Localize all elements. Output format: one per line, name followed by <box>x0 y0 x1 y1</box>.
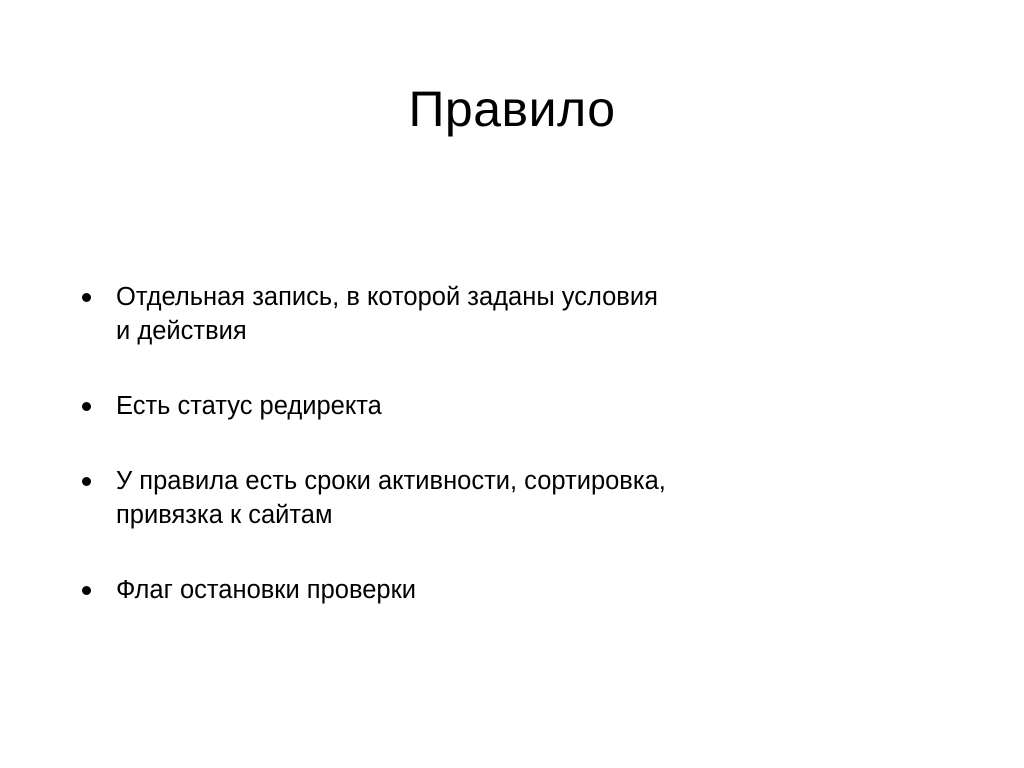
bullet-text <box>116 573 902 607</box>
bullet-line: Флаг остановки проверки <box>116 576 416 604</box>
bullet-dot <box>82 293 91 302</box>
bullet-line: привязка к сайтам <box>116 501 333 529</box>
bullet-item <box>82 280 902 348</box>
bullet-dot <box>82 402 91 411</box>
bullet-item <box>82 573 902 607</box>
bullet-line: Отдельная запись, в которой заданы условия <box>116 283 658 311</box>
bullet-item <box>82 464 902 532</box>
bullet-item <box>82 389 902 423</box>
bullet-line: Есть статус редиректа <box>116 392 382 420</box>
bullet-line: и действия <box>116 317 247 345</box>
bullet-text <box>116 280 902 348</box>
bullet-dot <box>82 586 91 595</box>
bullet-line: У правила есть сроки активности, сортировка, <box>116 467 666 495</box>
bullet-text <box>116 389 902 423</box>
bullet-dot <box>82 477 91 486</box>
bullet-list <box>82 280 902 607</box>
bullet-text <box>116 464 902 532</box>
slide-title: Правило <box>408 81 616 137</box>
